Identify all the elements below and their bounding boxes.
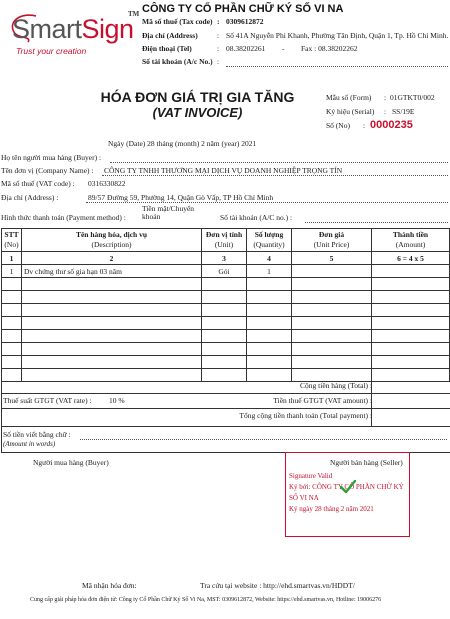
header-no: STT (No): [2, 229, 22, 252]
seller-signature-label: Người bán hàng (Seller): [330, 458, 403, 467]
divider: [2, 408, 450, 409]
in-words-sub: (Amount in words): [3, 440, 56, 448]
invoice-date: Ngày (Date) 28 tháng (month) 2 năm (year) 2021: [108, 139, 257, 148]
invoice-no-label: Số (No): [326, 121, 350, 130]
signature-signed-date: Ký ngày 28 tháng 2 năm 2021: [289, 505, 374, 513]
header-unit: Đơn vị tính (Unit): [202, 229, 247, 252]
dash: -: [282, 44, 285, 53]
table-empty-row: [2, 330, 450, 343]
invoice-no-colon: :: [363, 121, 366, 130]
smartsign-logo: [6, 10, 140, 60]
numbering-cell: 2: [22, 252, 202, 265]
subtotal-label: Cộng tiền hàng (Total) :: [300, 381, 372, 390]
table-empty-row: [2, 291, 450, 304]
buyer-company-label: Tên đơn vị (Company Name) :: [1, 166, 94, 175]
totals-amount-divider: [371, 378, 372, 426]
header-description: Tên hàng hóa, dịch vụ (Description): [22, 229, 202, 252]
numbering-cell: 5: [292, 252, 372, 265]
buyer-tax-label: Mã số thuế (VAT code) :: [1, 179, 75, 188]
seller-company-name: CÔNG TY CỔ PHẦN CHỮ KÝ SỐ VI NA: [142, 3, 344, 15]
table-empty-row: [2, 317, 450, 330]
invoice-subtitle: (VAT INVOICE): [152, 105, 243, 120]
table-empty-row: [2, 304, 450, 317]
seller-account-label: Số tài khoản (A/c No.): [142, 57, 213, 66]
lookup-code-label: Mã nhận hóa đơn:: [82, 581, 137, 590]
table-empty-row: [2, 278, 450, 291]
lookup-site: Tra cứu tại website : http://ehd.smartvas.vn/HDDT/: [200, 581, 355, 590]
items-table: [1, 228, 450, 382]
signature-signed-by: Ký bởi: CÔNG TY CỔ PHẦN CHỮ KÝ SỐ VI NA: [289, 483, 404, 502]
buyer-company-value: CÔNG TY TNHH THƯƠNG MẠI DỊCH VỤ DOANH NGHIỆP TRỌNG TÍN: [104, 166, 343, 175]
payment-method-value-2: khoản: [142, 212, 161, 221]
buyer-address-line: [86, 202, 448, 203]
numbering-cell: 1: [2, 252, 22, 265]
table-row: [2, 265, 450, 278]
buyer-tax-value: 0316330822: [88, 179, 126, 188]
row-unit: Gói: [202, 265, 247, 278]
row-unit-price: [292, 265, 372, 278]
buyer-person-label: Họ tên người mua hàng (Buyer) :: [1, 153, 102, 162]
row-amount: [372, 265, 450, 278]
vat-rate-value: 10 %: [109, 396, 125, 405]
colon: :: [217, 17, 220, 26]
provider-info: Cung cấp giải pháp hóa đơn điện tử: Công ty Cổ Phần Chữ Ký Số Vi Na, MST: 0309612872, Website: https://ehd.smartvas.vn, Hotline: 19006276: [30, 597, 382, 603]
header-quantity: Số lượng (Quantity): [247, 229, 292, 252]
payment-method-label: Hình thức thanh toán (Payment method) :: [1, 213, 126, 222]
buyer-company-line: [102, 175, 448, 176]
logo-wordmark: SmartSign: [12, 14, 134, 44]
table-numbering-row: [2, 252, 450, 265]
serial-value: SS/19E: [392, 107, 415, 116]
seller-fax-value: Fax : 08.38202262: [301, 44, 358, 53]
in-words-line: [80, 439, 447, 440]
checkmark-icon: [340, 480, 356, 494]
row-quantity: 1: [247, 265, 292, 278]
row-no: 1: [2, 265, 22, 278]
table-empty-row: [2, 343, 450, 356]
numbering-cell: 3: [202, 252, 247, 265]
buyer-signature-label: Người mua hàng (Buyer): [33, 458, 109, 467]
seller-address-value: Số 41A Nguyễn Phi Khanh, Phường Tân Định, Quận 1, Tp. Hồ Chí Minh.: [226, 31, 449, 40]
logo-trademark: TM: [128, 10, 140, 18]
seller-tax-value: 0309612872: [226, 17, 264, 26]
form-label: Mẫu số (Form): [326, 93, 372, 102]
numbering-cell: 4: [247, 252, 292, 265]
divider: [2, 393, 450, 394]
payment-method-value-1: Tiền mặt/Chuyển: [142, 204, 195, 213]
buyer-address-value: 89/57 Đường 59, Phường 14, Quận Gò Vấp, TP Hồ Chí Minh: [88, 193, 274, 202]
invoice-number: 0000235: [370, 119, 413, 131]
seller-phone-value: 08.38202261: [226, 44, 266, 53]
numbering-cell: 6 = 4 x 5: [372, 252, 450, 265]
buyer-address-label: Địa chỉ (Address) :: [1, 193, 59, 202]
colon: :: [217, 44, 220, 53]
table-header-row: [2, 229, 450, 252]
vat-amount-label: Tiền thuế GTGT (VAT amount) :: [273, 396, 372, 405]
vat-rate-label: Thuế suất GTGT (VAT rate) :: [3, 396, 92, 405]
in-words-block: [1, 426, 450, 453]
form-colon: :: [384, 93, 387, 102]
seller-address-label: Địa chỉ (Address): [142, 31, 198, 40]
grand-total-label: Tổng cộng tiền thanh toán (Total payment) :: [239, 411, 372, 420]
seller-tax-label: Mã số thuế (Tax code): [142, 17, 213, 26]
buyer-account-label: Số tài khoản (A/C no.) :: [220, 213, 293, 222]
form-value: 01GTKT0/002: [390, 93, 435, 102]
header-unit-price: Đơn giá (Unit Price): [292, 229, 372, 252]
row-description: Dv chứng thư số gia hạn 03 năm: [22, 265, 202, 278]
signature-valid-title: Signature Valid: [289, 472, 333, 480]
digital-signature-box: [285, 452, 410, 537]
buyer-account-line: [305, 222, 448, 223]
header-amount: Thành tiền (Amount): [372, 229, 450, 252]
invoice-title: HÓA ĐƠN GIÁ TRỊ GIA TĂNG: [100, 89, 295, 105]
seller-phone-label: Điện thoại (Tel): [142, 44, 192, 53]
serial-colon: :: [384, 107, 387, 116]
colon: :: [217, 57, 220, 66]
table-empty-row: [2, 356, 450, 369]
in-words-label: Số tiền viết bằng chữ :: [3, 430, 71, 439]
totals-block: [1, 378, 450, 427]
buyer-person-line: [110, 162, 448, 163]
logo-tagline: Trust your creation: [16, 46, 87, 56]
colon: :: [217, 31, 220, 40]
serial-label: Ký hiệu (Serial): [326, 107, 375, 116]
seller-account-line: [226, 66, 448, 67]
